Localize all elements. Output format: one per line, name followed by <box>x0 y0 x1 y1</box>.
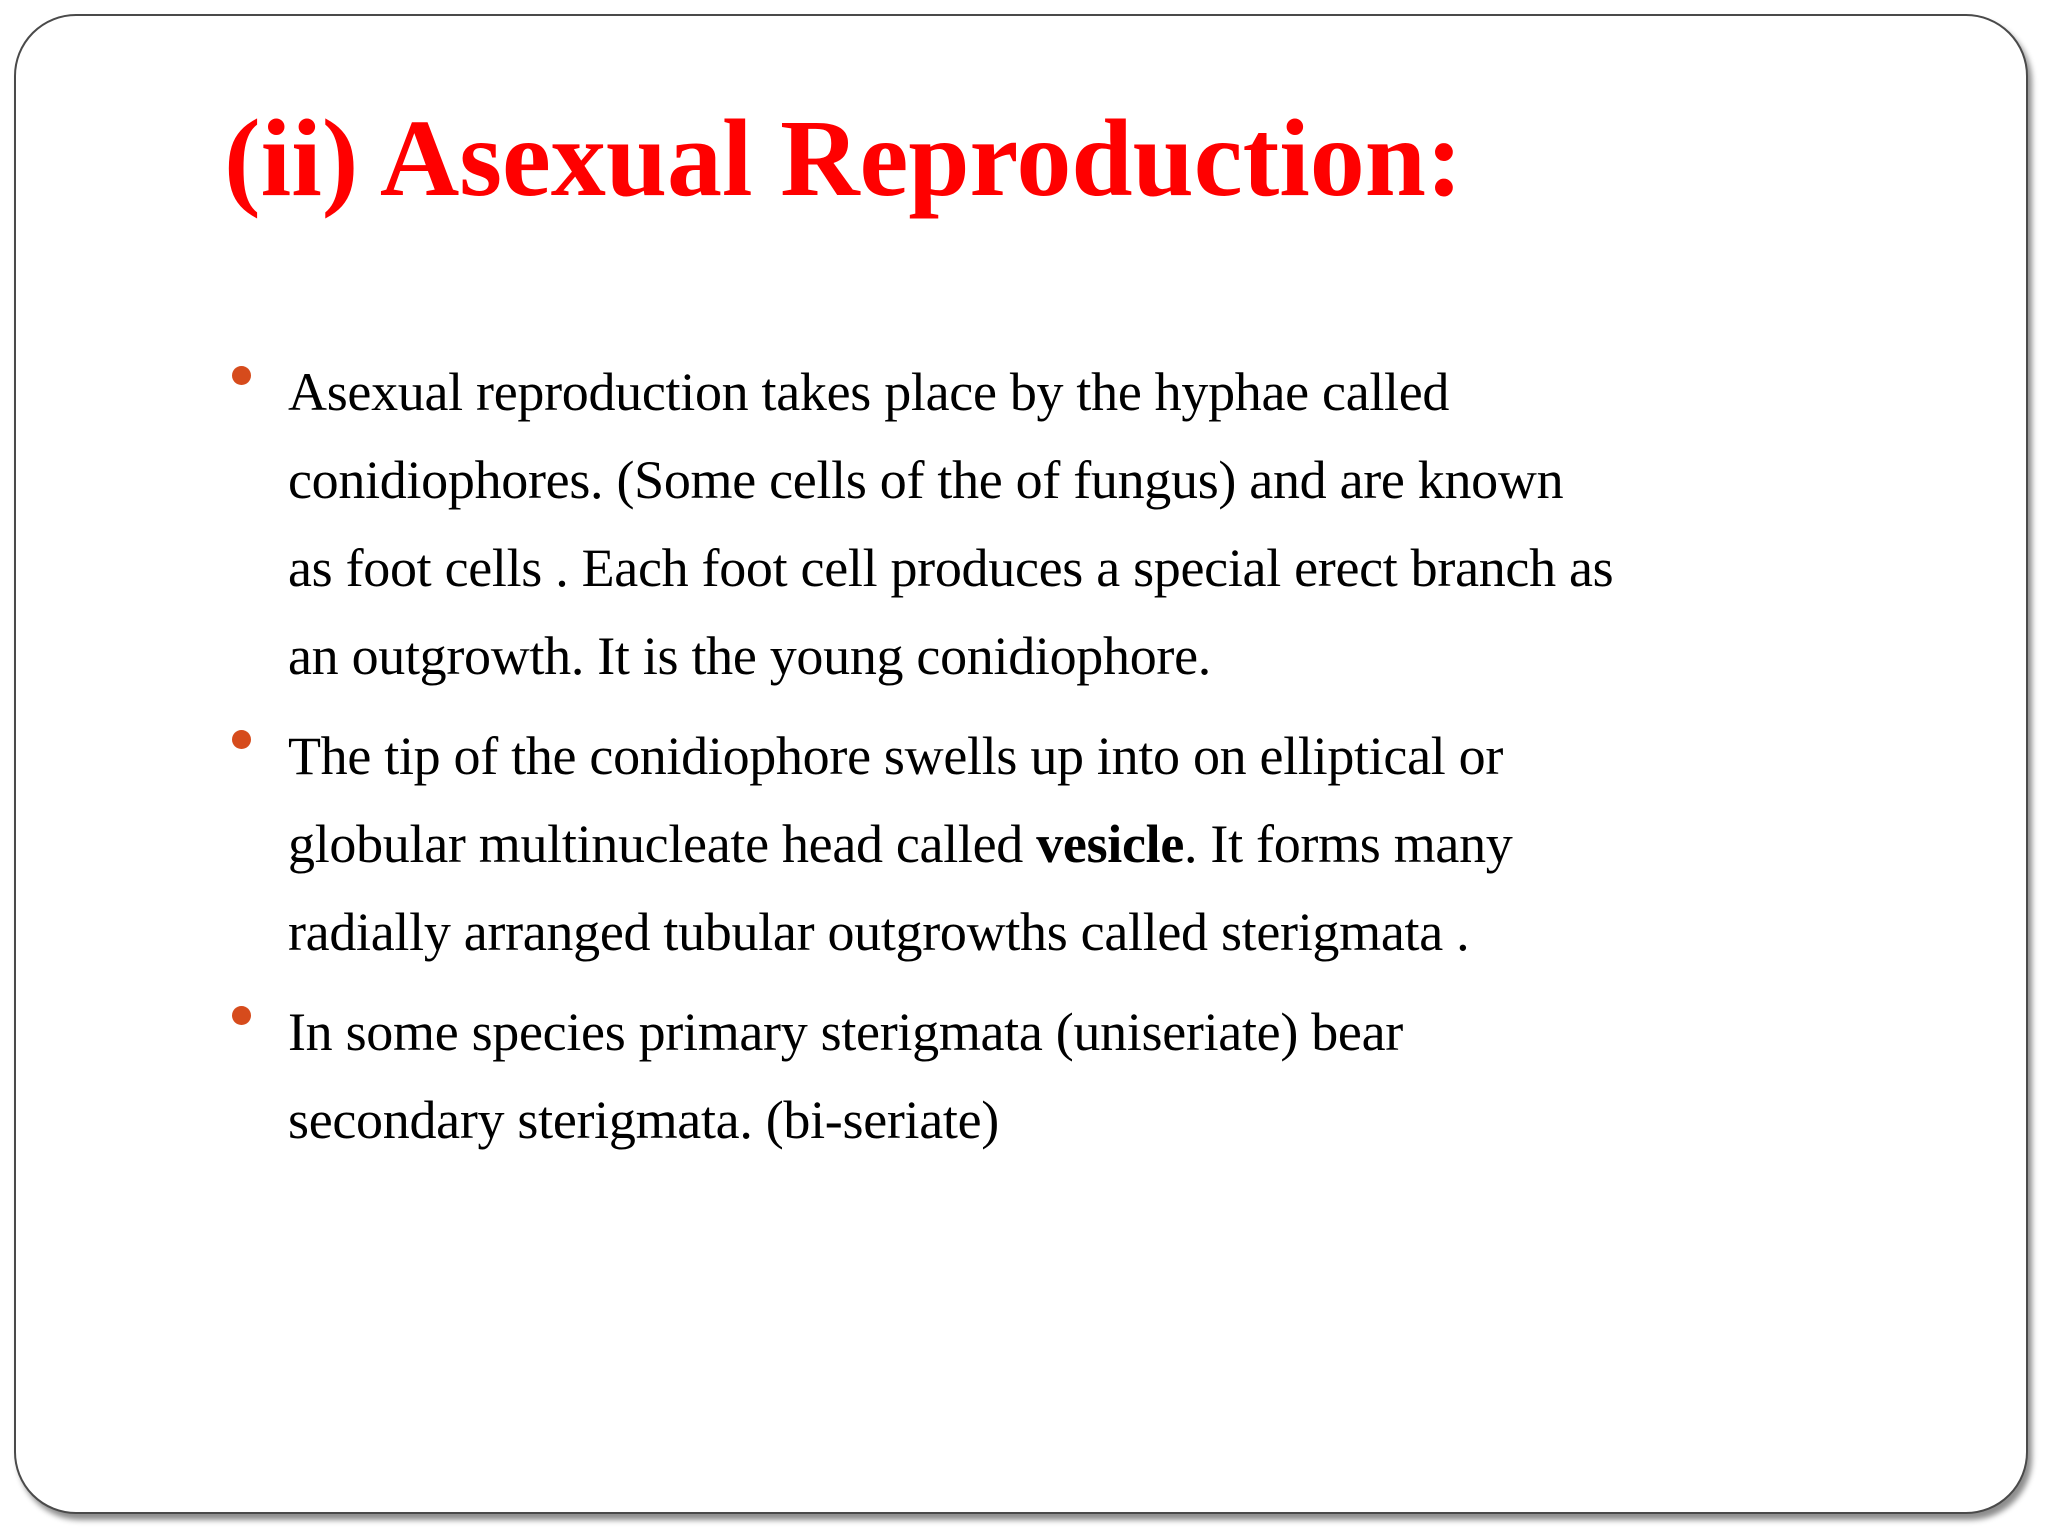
bullet-2-line-2 <box>288 800 1948 888</box>
bullet-item-1 <box>228 348 1948 700</box>
bullet-1-line-3: as foot cells . Each foot cell produces a special erect branch as <box>288 538 1614 598</box>
slide-title: (ii) Asexual Reproduction: <box>224 97 1463 219</box>
bullet-item-3 <box>228 988 1948 1164</box>
bullet-3-line-2: secondary sterigmata. (bi-seriate) <box>288 1090 999 1150</box>
bullet-1-line-4: an outgrowth. It is the young conidiophore. <box>288 626 1211 686</box>
bullet-3-line-1: In some species primary sterigmata (uniseriate) bear <box>288 1002 1403 1062</box>
bullet-2-line-1: The tip of the conidiophore swells up into on elliptical or <box>288 726 1504 786</box>
bullet-1-line-1: Asexual reproduction takes place by the hyphae called <box>288 362 1450 422</box>
bullet-2-line-2-text-before: globular multinucleate head called <box>288 814 1037 874</box>
bullet-dot-icon <box>232 366 251 385</box>
bullet-dot-icon <box>232 730 251 749</box>
vesicle-term: vesicle <box>1036 814 1185 874</box>
bullet-1-line-2: conidiophores. (Some cells of the of fungus) and are known <box>288 450 1564 510</box>
bullet-list <box>228 348 1948 1176</box>
bullet-2-line-3: radially arranged tubular outgrowths called sterigmata . <box>288 902 1470 962</box>
bullet-2-line-2-text-after: . It forms many <box>1184 814 1513 874</box>
bullet-dot-icon <box>232 1006 251 1025</box>
bullet-item-2 <box>228 712 1948 976</box>
